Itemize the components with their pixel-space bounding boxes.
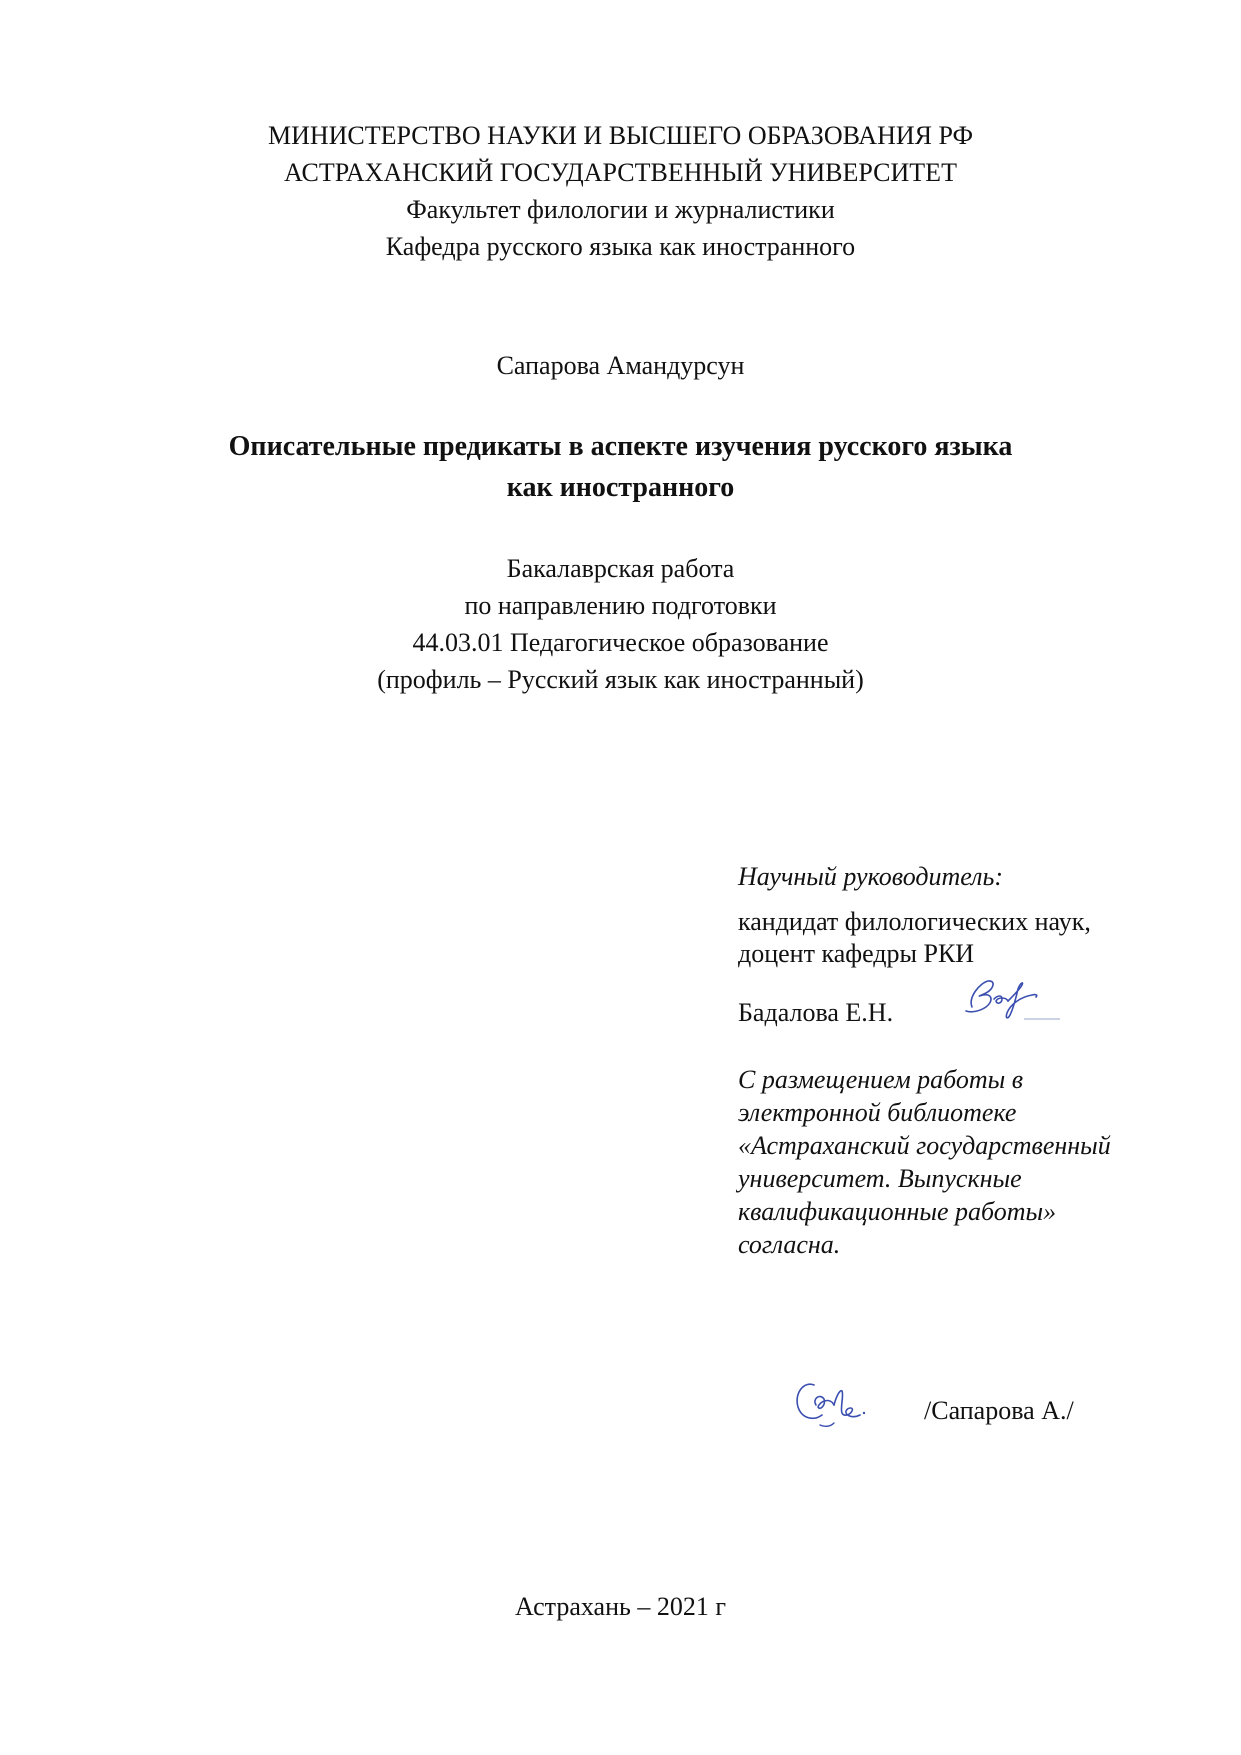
consent-line-5: квалификационные работы» [738, 1197, 1057, 1226]
work-type-line-3: 44.03.01 Педагогическое образование [412, 628, 829, 657]
student-signature [790, 1375, 870, 1435]
author-name: Сапарова Амандурсун [496, 351, 745, 380]
supervisor-degree: кандидат филологических наук, [738, 907, 1091, 936]
consent-line-1: С размещением работы в [738, 1065, 1024, 1094]
work-type-line-1: Бакалаврская работа [506, 554, 735, 583]
university-heading: АСТРАХАНСКИЙ ГОСУДАРСТВЕННЫЙ УНИВЕРСИТЕТ [284, 158, 957, 187]
ministry-heading: МИНИСТЕРСТВО НАУКИ И ВЫСШЕГО ОБРАЗОВАНИЯ РФ [267, 121, 974, 150]
supervisor-name: Бадалова Е.Н. [738, 998, 894, 1027]
student-signature-name: /Сапарова А./ [924, 1396, 1074, 1425]
thesis-title-line-2: как иностранного [506, 472, 735, 503]
work-type-line-2: по направлению подготовки [464, 591, 777, 620]
supervisor-position: доцент кафедры РКИ [738, 939, 975, 968]
consent-line-3: «Астраханский государственный [738, 1131, 1111, 1160]
consent-line-6: согласна. [738, 1230, 841, 1259]
thesis-title-line-1: Описательные предикаты в аспекте изучения русского языка [228, 431, 1013, 462]
department-heading: Кафедра русского языка как иностранного [385, 232, 856, 261]
faculty-heading: Факультет филологии и журналистики [406, 195, 835, 224]
work-type-line-4: (профиль – Русский язык как иностранный) [377, 665, 864, 694]
consent-line-2: электронной библиотеке [738, 1098, 1017, 1127]
consent-line-4: университет. Выпускные [738, 1164, 1022, 1193]
supervisor-label: Научный руководитель: [738, 862, 1004, 891]
supervisor-signature [950, 975, 1065, 1025]
city-year-footer: Астрахань – 2021 г [514, 1592, 727, 1621]
